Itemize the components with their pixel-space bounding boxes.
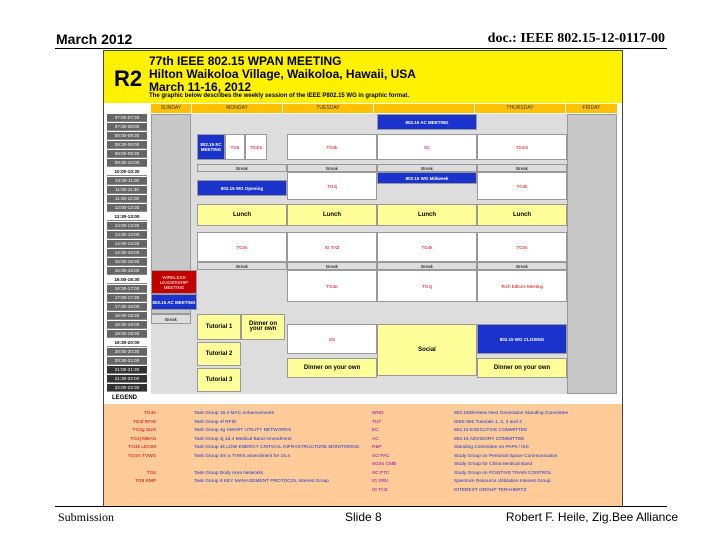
legend-row: Task Group 4k LOW ENERGY CRITICAL INFRASTRUCTURE MONITORING <box>194 445 360 450</box>
legend-row: TUT <box>372 419 382 425</box>
time-slot: 16:00-16:30 <box>107 276 147 284</box>
legend-row: IG THZ <box>372 487 388 493</box>
header-date: March 2012 <box>56 31 133 47</box>
time-slot: 11:30-12:00 <box>107 195 147 203</box>
legend-row: P&P <box>372 445 382 450</box>
title-banner <box>104 51 622 103</box>
day-wednesday <box>374 104 474 113</box>
legend-row: Task Group 4j 15.4 Medical Band Amendment <box>194 436 292 442</box>
legend-row: WNG <box>372 411 384 416</box>
legend-row: TG4e <box>144 411 156 416</box>
header-rule <box>55 48 667 49</box>
day-sunday: SUNDAY <box>151 104 191 113</box>
time-slot: 17:30-18:00 <box>107 303 147 311</box>
time-slot: 07:00-07:30 <box>107 114 147 122</box>
time-slot: 10:30-11:00 <box>107 177 147 185</box>
legend-row: Standing Committee on PAPs / ISS <box>454 445 529 450</box>
legend-row: SG4n CMB <box>372 462 397 467</box>
time-slot: 18:00-18:30 <box>107 312 147 320</box>
revision-code: R2 <box>113 66 143 91</box>
break-cell: Break <box>377 164 477 172</box>
time-slot: 12:30-13:00 <box>107 213 147 221</box>
footer-submission: Submission <box>58 510 115 524</box>
dinner1-cell: Dinner on your own <box>241 314 285 340</box>
lunch-cell: Lunch <box>477 204 567 226</box>
tuesday-pm-cell: IG THZ <box>287 232 377 262</box>
legend-row: TG9 KMP <box>134 479 156 484</box>
time-slot: 21:00-21:30 <box>107 366 147 374</box>
legend-row: EC <box>372 428 379 433</box>
time-slot: 22:00-22:30 <box>107 384 147 392</box>
legend-row: Study Group on POSITIVE TRAIN CONTROL <box>454 470 552 476</box>
time-slot: 08:30-09:00 <box>107 141 147 149</box>
schedule-graphic <box>103 50 623 507</box>
legend-descriptions-2 <box>454 410 568 495</box>
thursday-am-cell: TG4m <box>477 134 567 160</box>
time-slot: 13:30-14:00 <box>107 231 147 239</box>
day-thursday: THURSDAY <box>475 104 565 113</box>
tuesday-am-cell: TG4k <box>287 134 377 160</box>
time-slot: 19:00-19:30 <box>107 330 147 338</box>
legend-row: TG4g SUN <box>132 428 156 433</box>
time-slot: 17:00-17:30 <box>107 294 147 302</box>
footer-rule <box>55 506 667 507</box>
time-slot: 09:00-09:30 <box>107 150 147 158</box>
legend-row: SG PAC <box>372 453 390 459</box>
legend-row: Task Group 4g SMART UTILITY NETWORKS <box>194 428 292 433</box>
legend-row: SC PTC <box>372 470 390 476</box>
tech-editors-cell: Tech Editors Meeting <box>477 270 567 302</box>
tg4g-cell: TG4m <box>245 134 267 160</box>
legend-row: TG6 <box>146 470 156 476</box>
friday-empty <box>567 114 617 394</box>
legend-row: Study Group on Personal Space Communication <box>454 453 558 459</box>
legend-row: IEEE 802 Tutorials 1, 2, 3 and 4 <box>454 419 522 425</box>
time-slot: 07:30-08:00 <box>107 123 147 131</box>
legend-row <box>194 461 359 470</box>
tuesday-late-cell: TG4e <box>287 270 377 302</box>
time-slot: 08:00-08:30 <box>107 132 147 140</box>
break-cell: Break <box>287 262 377 270</box>
time-slot: 09:30-10:00 <box>107 159 147 167</box>
time-slot: 15:30-16:00 <box>107 267 147 275</box>
dinner3-cell: Dinner on your own <box>477 358 567 378</box>
legend-row: Study Group for China Medical Band <box>454 462 533 467</box>
legend-row: TG4j MBAN <box>130 436 156 442</box>
ac-meeting-cell: 802.15 AC MEETING <box>377 114 477 130</box>
wg-opening-cell: 802.15 WG Opening <box>197 180 287 196</box>
day-friday: FRIDAY <box>566 104 617 113</box>
day-tuesday: TUESDAY <box>283 104 373 113</box>
footer-slide-number: Slide 8 <box>345 510 382 524</box>
legend-codes-2 <box>372 410 396 495</box>
legend-descriptions <box>194 410 359 487</box>
thursday-mid-cell: TG4k <box>477 172 567 200</box>
time-slot: 20:00-20:30 <box>107 348 147 356</box>
break-cell: Break <box>197 262 287 270</box>
ac-meeting-mon-cell: 802.15 AC MEETING <box>151 294 197 310</box>
legend-row: Task Group 9 KEY MANAGEMENT PROTOCOL Interest Group <box>194 479 329 484</box>
tuesday-eve-cell: SG <box>287 324 377 354</box>
time-slot: 19:30-20:00 <box>107 339 147 347</box>
legend-row: IG SRU <box>372 479 389 484</box>
tutorial1-cell: Tutorial 1 <box>197 314 241 340</box>
legend-label: LEGEND <box>112 395 138 401</box>
break-cell: Break <box>477 262 567 270</box>
wednesday-am-cell: SC <box>377 134 477 160</box>
lunch-cell: Lunch <box>377 204 477 226</box>
leadership-cell: WIRELESS LEADERSHIP MEETING <box>151 270 197 294</box>
legend-row: TG4k LECIM <box>128 445 156 450</box>
legend-row: 802.15 ADVISORY COMMITTEE <box>454 436 525 442</box>
time-slot: 15:00-15:30 <box>107 258 147 266</box>
legend-row: 802.15Wireless Next Generation Standing Committee <box>454 411 569 416</box>
time-slot: 20:30-21:00 <box>107 357 147 365</box>
legend-row: INTEREST GROUP TERAHERTZ <box>454 487 527 493</box>
legend-row: TG4f RFID <box>132 419 156 425</box>
wednesday-pm-cell: TG4k <box>377 232 477 262</box>
time-slot: 14:00-14:30 <box>107 240 147 248</box>
ec-meeting-cell: 802.15 EC MEETING <box>197 134 225 160</box>
dinner2-cell: Dinner on your own <box>287 358 377 378</box>
break-cell: Break <box>151 314 191 324</box>
time-slot: 21:30-22:00 <box>107 375 147 383</box>
meeting-title: 77th IEEE 802.15 WPAN MEETING <box>149 54 342 68</box>
wg-closing-cell: 802.15 WG CLOSING <box>477 324 567 354</box>
meeting-dates: March 11-16, 2012 <box>149 80 252 94</box>
thursday-pm-cell: TG4n <box>477 232 567 262</box>
wg-midweek-cell: 802.15 WG Midweek <box>377 172 477 184</box>
legend-row: Task Group 4f RFID <box>194 419 237 425</box>
break-cell: Break <box>197 164 287 172</box>
lunch-cell: Lunch <box>287 204 377 226</box>
day-monday: MONDAY <box>192 104 282 113</box>
header-doc-id: doc.: IEEE 802.15-12-0117-00 <box>487 31 665 46</box>
afternoon-cell: TG4n <box>197 232 287 262</box>
tutorial3-cell: Tutorial 3 <box>197 368 241 392</box>
break-cell: Break <box>377 262 477 270</box>
social-cell: Social <box>377 324 477 376</box>
legend-row <box>126 461 156 470</box>
legend-row: TG4m TVWS <box>127 453 156 459</box>
legend-row: Task Group 15.4 MAC enhancements <box>194 411 274 416</box>
wednesday-late-cell: TG4j <box>377 270 477 302</box>
break-cell: Break <box>287 164 377 172</box>
legend-row: Spectrum Resource Utilization Interest Group <box>454 479 551 484</box>
legend-codes <box>126 410 156 487</box>
time-slot: 14:30-15:00 <box>107 249 147 257</box>
legend-panel <box>104 404 622 506</box>
legend-row: AC <box>372 436 379 442</box>
time-slot: 10:00-10:30 <box>107 168 147 176</box>
tg6-cell: TG6 <box>225 134 245 160</box>
time-slot: 11:00-11:30 <box>107 186 147 194</box>
legend-row: 802.15 EXECUTIVE COMMITTEE <box>454 428 528 433</box>
time-slot: 16:30-17:00 <box>107 285 147 293</box>
break-cell: Break <box>477 164 567 172</box>
time-slot: 12:00-12:30 <box>107 204 147 212</box>
tuesday-mid-cell: TG4j <box>287 172 377 200</box>
tutorial2-cell: Tutorial 2 <box>197 342 241 366</box>
meeting-venue: Hilton Waikoloa Village, Waikoloa, Hawaii, USA <box>149 67 416 81</box>
legend-row: Task Group 4m a TVWS amendment for 15.4 <box>194 453 290 459</box>
lunch-cell: Lunch <box>197 204 287 226</box>
legend-row: Task Group Body Area Networks <box>194 470 264 476</box>
meeting-subtitle: The graphic below describes the weekly session of the IEEE P802.15 WG in graphic format. <box>149 93 410 99</box>
time-slot: 13:00-13:30 <box>107 222 147 230</box>
schedule-grid <box>151 114 617 394</box>
time-slot: 18:30-19:00 <box>107 321 147 329</box>
footer-author: Robert F. Heile, Zig.Bee Alliance <box>505 510 678 524</box>
